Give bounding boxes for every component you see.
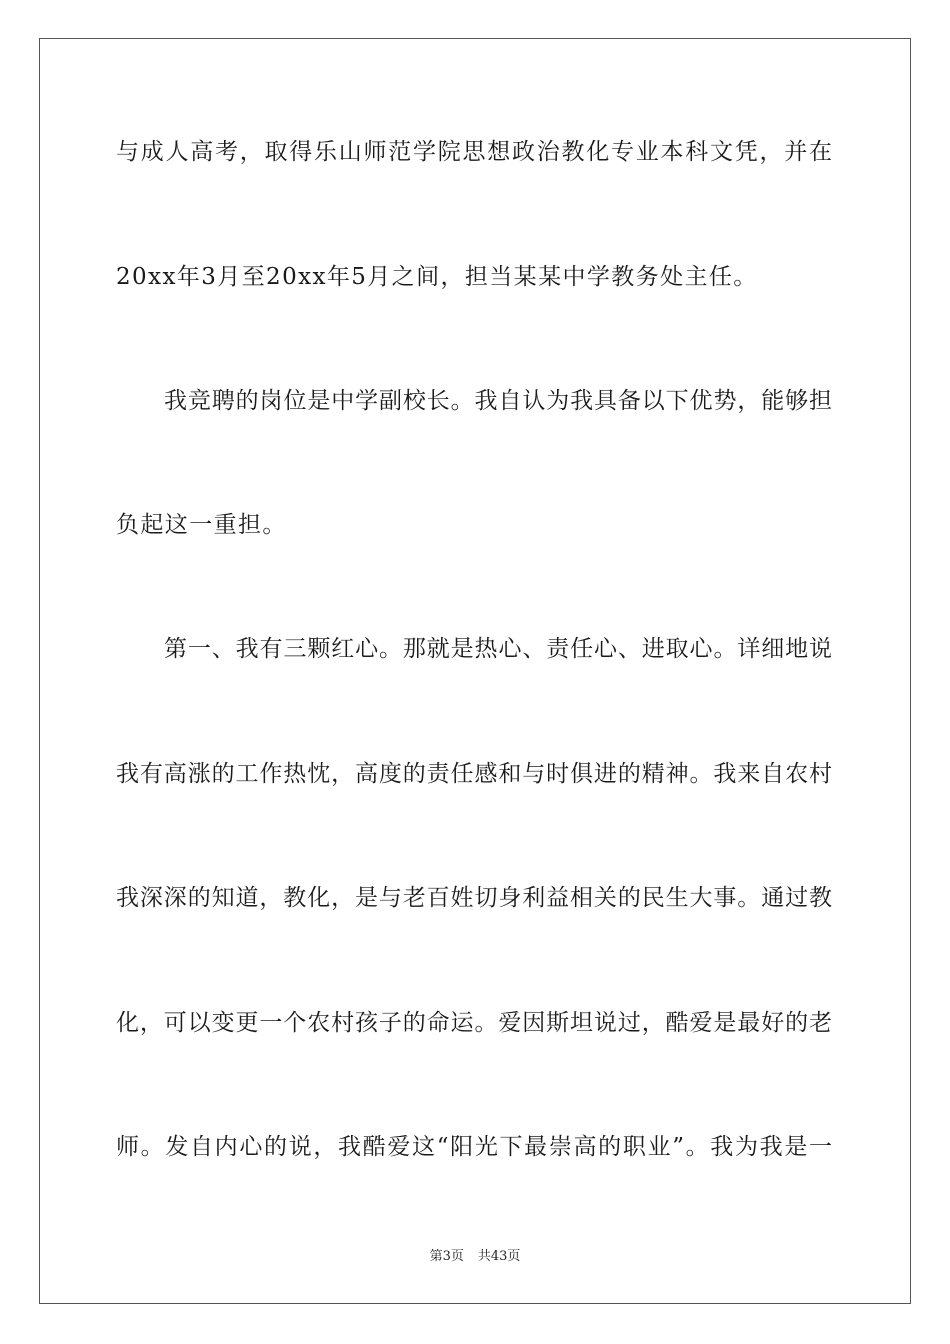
- text-line: 我有高涨的工作热忱，高度的责任感和与时俱进的精神。我来自农村: [116, 761, 832, 787]
- text-line: 与成人高考，取得乐山师范学院思想政治教化专业本科文凭，并在: [116, 139, 832, 165]
- text-line: 师。发自内心的说，我酷爱这“阳光下最崇高的职业”。我为我是一: [116, 1134, 832, 1160]
- page-footer: [0, 1248, 950, 1266]
- text-line: 我深深的知道，教化，是与老百姓切身利益相关的民生大事。通过教: [116, 885, 832, 911]
- text-line: 我竞聘的岗位是中学副校长。我自认为我具备以下优势，能够担: [164, 388, 832, 414]
- text-line: 20xx年3月至20xx年5月之间，担当某某中学教务处主任。: [116, 264, 758, 290]
- text-line: 负起这一重担。: [116, 512, 287, 538]
- page-total: 共43页: [477, 1249, 521, 1264]
- page-border: [39, 38, 911, 1304]
- page-number: 第3页: [429, 1249, 464, 1264]
- text-line: 第一、我有三颗红心。那就是热心、责任心、进取心。详细地说: [164, 636, 832, 662]
- text-line: 化，可以变更一个农村孩子的命运。爱因斯坦说过，酷爱是最好的老: [116, 1010, 832, 1036]
